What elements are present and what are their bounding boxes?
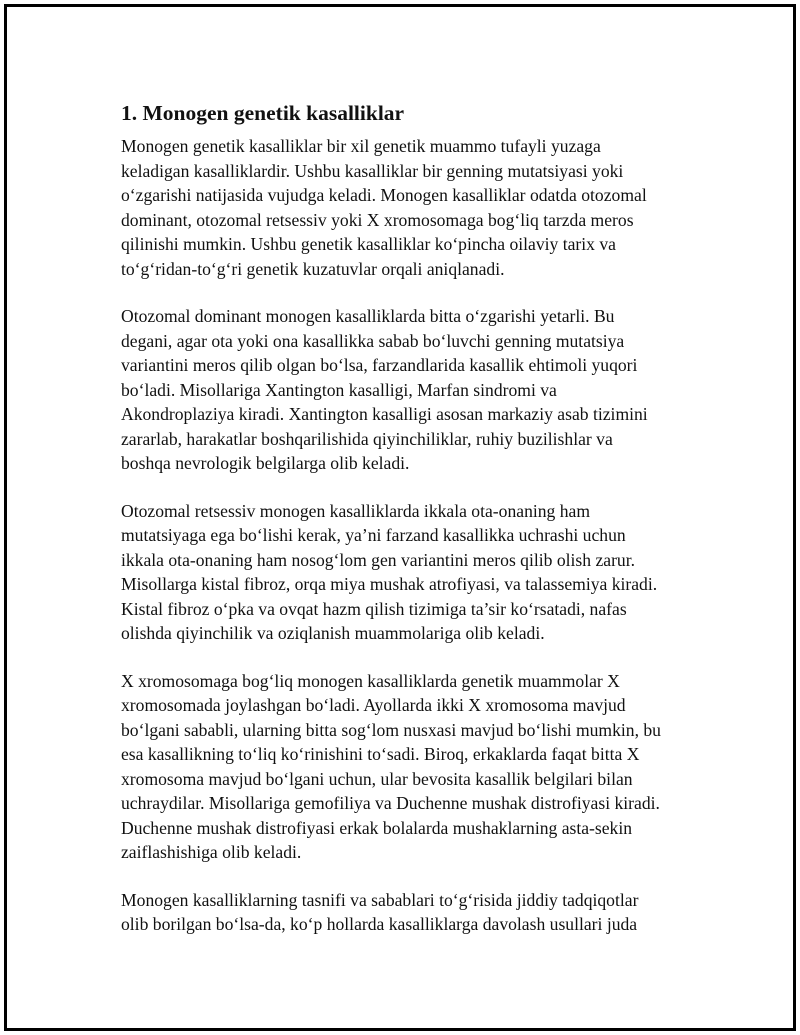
text-line: bo‘ladi. Misollariga Xantington kasalligi, Marfan sindromi va	[121, 379, 557, 400]
text-line: ikkala ota-onaning ham nosog‘lom gen variantini meros qilib olish zarur.	[121, 549, 636, 570]
text-line: qilinishi mumkin. Ushbu genetik kasalliklar ko‘pincha oilaviy tarix va	[121, 234, 616, 254]
text-line: mutatsiyaga ega bo‘lishi kerak, ya’ni farzand kasallikka uchrashi uchun	[121, 525, 626, 545]
text-line: olib borilgan bo‘lsa-da, ko‘p hollarda kasalliklarga davolash usullari juda	[121, 914, 638, 934]
paragraph-x-linked	[121, 669, 701, 865]
text-line: Akondroplaziya kiradi. Xantington kasalligi asosan markaziy asab tizimini	[121, 404, 648, 424]
section-heading: 1. Monogen genetik kasalliklar	[121, 101, 405, 125]
text-line: dominant, otozomal retsessiv yoki X xromosomaga bog‘liq tarzda meros	[121, 209, 634, 230]
text-line: Kistal fibroz o‘pka va ovqat hazm qilish tizimiga ta’sir ko‘rsatadi, nafas	[121, 598, 627, 619]
text-line: xromosoma mavjud bo‘lgani uchun, ular bevosita kasallik belgilari bilan	[121, 768, 633, 789]
text-line: uchraydilar. Misollariga gemofiliya va Duchenne mushak distrofiyasi kiradi.	[121, 793, 660, 813]
text-line: zaiflashishiga olib keladi.	[121, 842, 302, 862]
text-line: keladigan kasalliklardir. Ushbu kasalliklar bir genning mutatsiyasi yoki	[121, 160, 624, 181]
text-line: o‘zgarishi natijasida vujudga keladi. Monogen kasalliklar odatda otozomal	[121, 185, 647, 205]
text-line: Misollarga kistal fibroz, orqa miya mushak atrofiyasi, va talassemiya kiradi.	[121, 574, 658, 594]
page-frame	[4, 4, 796, 1031]
text-line: olishda qiyinchilik va oziqlanish muammolariga olib keladi.	[121, 623, 545, 643]
text-line: Otozomal retsessiv monogen kasalliklarda ikkala ota-onaning ham	[121, 500, 591, 521]
paragraph-autosomal-recessive	[121, 499, 701, 646]
paragraph-classification	[121, 888, 701, 937]
text-line: degani, agar ota yoki ona kasallikka sabab bo‘luvchi genning mutatsiya	[121, 330, 625, 351]
text-line: boshqa nevrologik belgilarga olib keladi.	[121, 453, 410, 473]
paragraph-autosomal-dominant	[121, 304, 701, 476]
text-line: bo‘lgani sababli, ularning bitta sog‘lom nusxasi mavjud bo‘lishi mumkin, bu	[121, 719, 661, 740]
paragraph-intro	[121, 134, 701, 281]
text-line: X xromosomaga bog‘liq monogen kasalliklarda genetik muammolar X	[121, 670, 620, 691]
text-line: zararlab, harakatlar boshqarilishida qiyinchiliklar, ruhiy buzilishlar va	[121, 428, 613, 449]
text-line: Monogen kasalliklarning tasnifi va sabablari to‘g‘risida jiddiy tadqiqotlar	[121, 889, 639, 910]
text-line: xromosomada joylashgan bo‘ladi. Ayollarda ikki X xromosoma mavjud	[121, 695, 626, 715]
document-body	[121, 99, 701, 960]
text-line: esa kasallikning to‘liq ko‘rinishini to‘sadi. Biroq, erkaklarda faqat bitta X	[121, 744, 640, 764]
text-line: Otozomal dominant monogen kasalliklarda bitta o‘zgarishi yetarli. Bu	[121, 306, 615, 326]
text-line: Monogen genetik kasalliklar bir xil genetik muammo tufayli yuzaga	[121, 136, 601, 156]
text-line: variantini meros qilib olgan bo‘lsa, farzandlarida kasallik ehtimoli yuqori	[121, 355, 638, 375]
text-line: to‘g‘ridan-to‘g‘ri genetik kuzatuvlar orqali aniqlanadi.	[121, 258, 505, 279]
text-line: Duchenne mushak distrofiyasi erkak bolalarda mushaklarning asta-sekin	[121, 817, 633, 838]
